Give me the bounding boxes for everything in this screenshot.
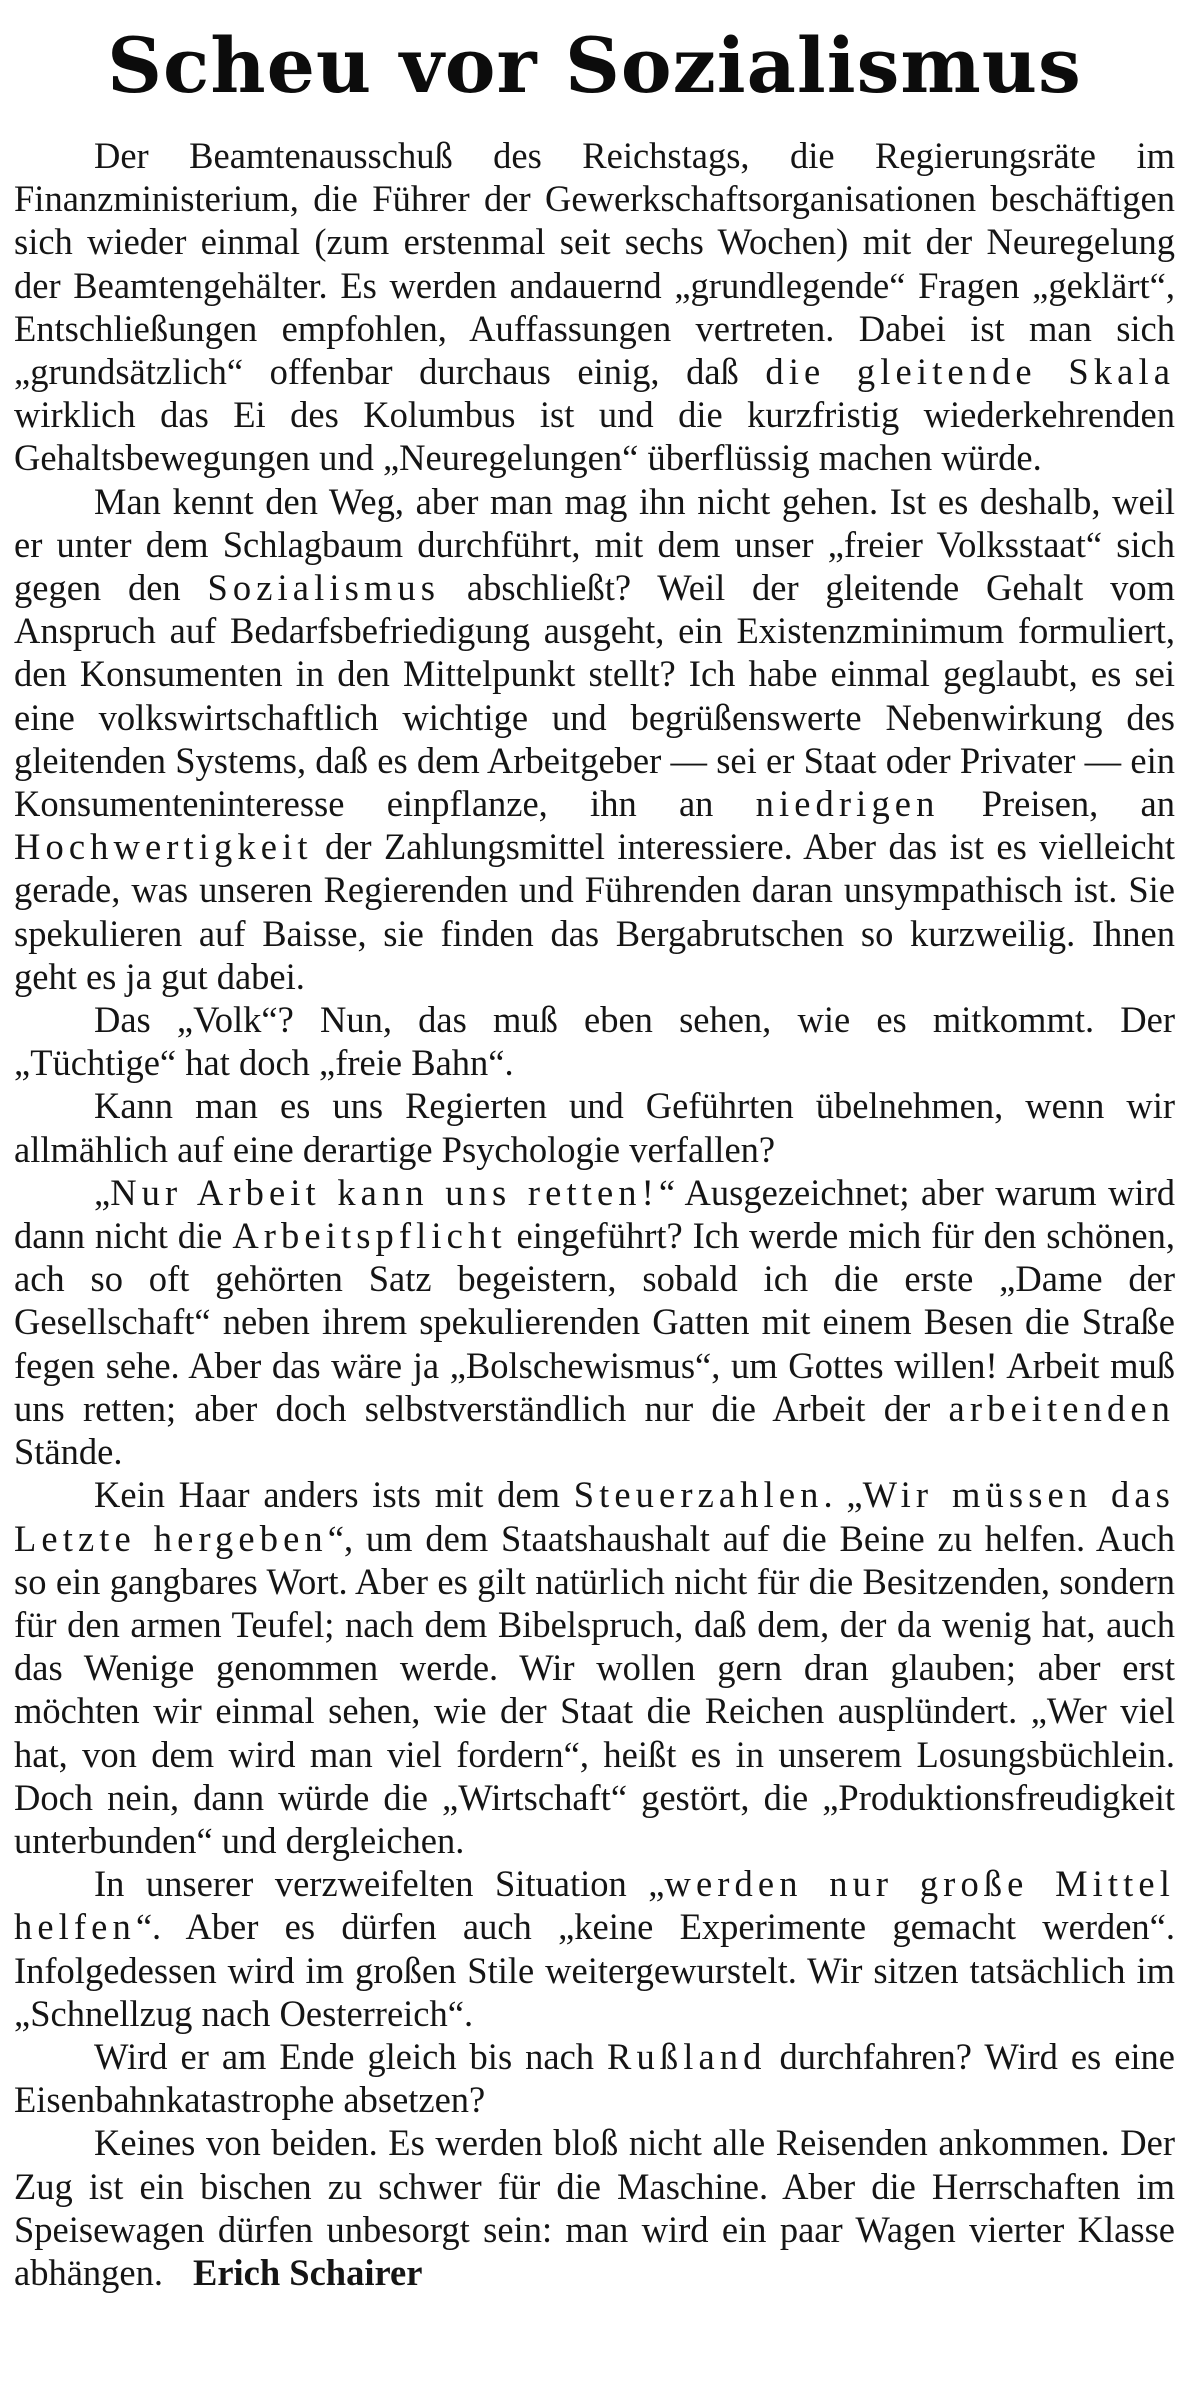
article-paragraph	[14, 1862, 1175, 2035]
article-paragraph	[14, 480, 1175, 998]
article-title: Scheu vor Sozialismus	[107, 21, 1082, 110]
article-paragraph	[14, 1084, 1175, 1170]
paragraph-text: eingeführt? Ich werde mich für den schönen, ach so oft gehörten Satz begeistern, sobald ich die erste „Dame der Gesellschaft“ neben ihrem spekulierenden Gatten mit einem Besen die Straße fegen sehe. Aber das wäre ja „Bolschewismus“, um Gottes willen! Arbeit muß uns retten; aber doch selbstverständlich nur die Arbeit der	[14, 1215, 1176, 1429]
article-paragraph	[14, 134, 1175, 480]
article-paragraph	[14, 2121, 1175, 2294]
paragraph-text: der Zahlungsmittel interessiere. Aber das ist es vielleicht gerade, was unseren Regierenden und Führenden daran unsympathisch ist. Sie spekulieren auf Baisse, sie finden das Bergabrutschen so kurzweilig. Ihnen geht es ja gut dabei.	[14, 826, 1175, 997]
emphasized-text: Wir müssen das Letzte hergeben	[14, 1474, 1175, 1559]
paragraph-text: wirklich das Ei des Kolumbus ist und die kurzfristig wiederkehrenden Gehaltsbewegungen und „Neuregelungen“ überflüssig machen würde.	[14, 394, 1175, 479]
paragraph-text: Preisen, an	[939, 783, 1175, 825]
author-signature: Erich Schairer	[192, 2251, 423, 2293]
paragraph-text: “ Ausgezeichnet; aber warum wird dann nicht die	[14, 1171, 1175, 1257]
paragraph-text: „	[94, 1171, 111, 1213]
article-paragraph	[14, 1171, 1175, 1473]
emphasized-text: niedrigen	[755, 783, 940, 825]
paragraph-text: “. Aber es dürfen auch „keine Experimente gemacht werden“. Infolgedessen wird im großen Stile weitergewurstelt. Wir sitzen tatsächlich im „Schnellzug nach Oesterreich“.	[14, 1906, 1175, 2034]
paragraph-text: Kann man es uns Regierten und Geführten übelnehmen, wenn wir allmählich auf eine derartige Psychologie verfallen?	[14, 1085, 1175, 1170]
paragraph-text: Keines von beiden. Es werden bloß nicht alle Reisenden ankommen. Der Zug ist ein bischen zu schwer für die Maschine. Aber die Herrschaften im Speisewagen dürfen unbesorgt sein: man wird ein paar Wagen vierter Klasse abhängen.	[14, 2122, 1175, 2293]
emphasized-text: arbeitenden	[948, 1387, 1175, 1429]
paragraph-text: abschließt? Weil der gleitende Gehalt vom Anspruch auf Bedarfsbefriedigung ausgeht, ein Existenzminimum formuliert, den Konsumenten in den Mittelpunkt stellt? Ich habe einmal geglaubt, es sei eine volkswirtschaftlich wichtige und begrüßenswerte Nebenwirkung des gleitenden Systems, daß es dem Arbeitgeber — sei er Staat oder Privater — ein Konsumenteninteresse einpflanze, ihn an	[14, 567, 1175, 825]
paragraph-text: Das „Volk“? Nun, das muß eben sehen, wie es mitkommt. Der „Tüchtige“ hat doch „freie Bahn“.	[14, 999, 1175, 1084]
paragraph-text: “, um dem Staatshaushalt auf die Beine zu helfen. Auch so ein gangbares Wort. Aber es gilt natürlich nicht für die Besitzenden, sondern für den armen Teufel; nach dem Bibelspruch, daß dem, der da wenig hat, auch das Wenige genommen werde. Wir wollen gern dran glauben; aber erst möchten wir einmal sehen, wie der Staat die Reichen ausplündert. „Wer viel hat, von dem wird man viel fordern“, heißt es in unserem Losungsbüchlein. Doch nein, dann würde die „Wirtschaft“ gestört, die „Produktionsfreudigkeit unterbunden“ und dergleichen.	[14, 1517, 1175, 1861]
emphasized-text: Nur Arbeit kann uns retten!	[110, 1171, 659, 1213]
emphasized-text: die gleitende Skala	[765, 351, 1176, 393]
paragraph-text: Wird er am Ende gleich bis nach	[94, 2035, 608, 2077]
paragraph-text: Stände.	[14, 1431, 123, 1473]
emphasized-text: Rußland	[607, 2035, 767, 2077]
paragraph-text: durchfahren? Wird es eine Eisenbahnkatastrophe absetzen?	[14, 2035, 1176, 2121]
emphasized-text: Steuerzahlen	[573, 1474, 824, 1516]
paragraph-text: Der Beamtenausschuß des Reichstags, die Regierungsräte im Finanzministerium, die Führer der Gewerkschaftsorganisationen beschäftigen sich wieder einmal (zum erstenmal seit sechs Wochen) mit der Neuregelung der Beamtengehälter. Es werden andauernd „grundlegende“ Fragen „geklärt“, Entschließungen empfohlen, Auffassungen vertreten. Dabei ist man sich „grundsätzlich“ offenbar durchaus einig, daß	[14, 135, 1175, 393]
paragraph-text: Man kennt den Weg, aber man mag ihn nicht gehen. Ist es deshalb, weil er unter dem Schlagbaum durchführt, mit dem unser „freier Volksstaat“ sich gegen den	[14, 480, 1175, 609]
paragraph-text: . „	[823, 1474, 863, 1516]
paragraph-text: In unserer verzweifelten Situation „	[94, 1863, 665, 1905]
emphasized-text: Hochwertigkeit	[14, 826, 313, 868]
article-paragraph	[14, 998, 1175, 1084]
article-paragraph	[14, 1473, 1175, 1862]
article-paragraph	[14, 2035, 1175, 2121]
emphasized-text: Sozialismus	[207, 567, 441, 609]
emphasized-text: Arbeitspflicht	[232, 1215, 507, 1257]
emphasized-text: werden nur große Mittel helfen	[14, 1863, 1175, 1948]
article-body	[14, 134, 1175, 2294]
paragraph-text: Kein Haar anders ists mit dem	[94, 1474, 574, 1516]
